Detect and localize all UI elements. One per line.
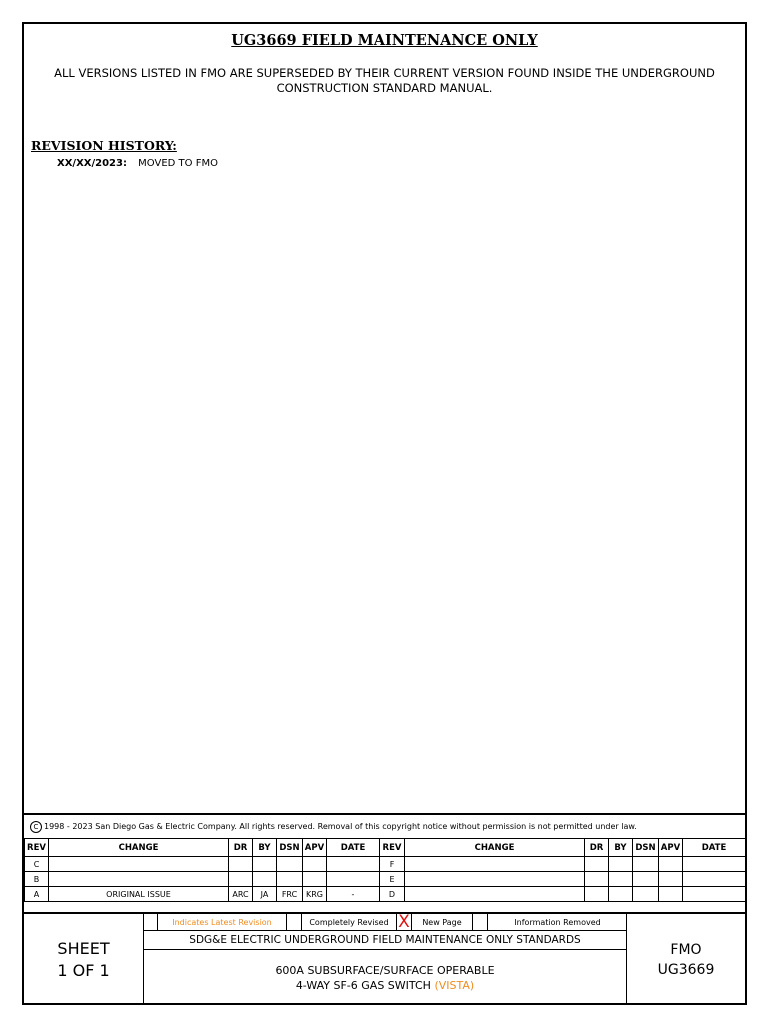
description-tag: (VISTA) <box>434 978 475 992</box>
revision-entry-text: MOVED TO FMO <box>138 158 218 169</box>
copyright-notice <box>24 813 745 838</box>
document-number: UG3669 <box>657 961 715 978</box>
description-line-2 <box>296 978 474 993</box>
table-cell <box>405 872 585 887</box>
table-cell <box>49 857 229 872</box>
table-cell <box>609 857 633 872</box>
standards-name: SDG&E ELECTRIC UNDERGROUND FIELD MAINTENANCE ONLY STANDARDS <box>143 931 627 950</box>
table-cell <box>683 887 746 902</box>
revision-history-entry <box>57 158 218 169</box>
table-cell <box>327 857 380 872</box>
table-row <box>25 857 746 872</box>
copyright-icon: C <box>30 821 42 833</box>
table-cell <box>327 872 380 887</box>
revision-entry-date: XX/XX/2023: <box>57 158 127 169</box>
col-header: REV <box>25 839 49 857</box>
table-cell: - <box>327 887 380 902</box>
table-cell: A <box>25 887 49 902</box>
description-main: 4-WAY SF-6 GAS SWITCH <box>295 978 431 992</box>
table-cell <box>303 872 327 887</box>
table-cell <box>585 872 609 887</box>
supersede-notice: ALL VERSIONS LISTED IN FMO ARE SUPERSEDED BY THEIR CURRENT VERSION FOUND INSIDE THE UNDERGROUND CONSTRUCTION STANDARD MANUAL. <box>54 66 715 95</box>
table-cell: D <box>380 887 405 902</box>
table-cell: E <box>380 872 405 887</box>
legend-latest: Indicates Latest Revision <box>158 914 287 930</box>
table-cell <box>405 887 585 902</box>
title-block <box>24 912 745 1005</box>
table-cell <box>253 872 277 887</box>
table-cell: KRG <box>303 887 327 902</box>
table-cell: C <box>25 857 49 872</box>
sheet-count: 1 OF 1 <box>57 960 110 980</box>
table-cell <box>683 857 746 872</box>
table-cell <box>659 872 683 887</box>
table-cell <box>683 872 746 887</box>
table-cell <box>633 857 659 872</box>
table-cell <box>659 857 683 872</box>
revision-table <box>24 838 746 902</box>
col-header: DATE <box>683 839 746 857</box>
table-cell <box>405 857 585 872</box>
table-cell <box>633 872 659 887</box>
col-header: BY <box>609 839 633 857</box>
sheet-label: SHEET <box>57 938 110 958</box>
drawing-frame <box>22 22 747 1005</box>
document-id-box <box>626 914 745 1005</box>
table-cell <box>229 857 253 872</box>
col-header: DSN <box>277 839 303 857</box>
table-cell: B <box>25 872 49 887</box>
page-title: UG3669 FIELD MAINTENANCE ONLY <box>231 32 538 49</box>
col-header: CHANGE <box>49 839 229 857</box>
table-cell: F <box>380 857 405 872</box>
description-line-1: 600A SUBSURFACE/SURFACE OPERABLE <box>275 963 495 977</box>
table-cell <box>609 872 633 887</box>
table-cell <box>303 857 327 872</box>
col-header: DSN <box>633 839 659 857</box>
table-cell: JA <box>253 887 277 902</box>
table-cell <box>585 857 609 872</box>
table-cell <box>585 887 609 902</box>
fmo-label: FMO <box>670 941 702 958</box>
table-cell <box>277 872 303 887</box>
table-cell: ORIGINAL ISSUE <box>49 887 229 902</box>
table-row <box>25 872 746 887</box>
drawing-description <box>143 950 627 1005</box>
col-header: APV <box>303 839 327 857</box>
table-row <box>25 887 746 902</box>
revision-table-header <box>25 839 746 857</box>
table-cell <box>49 872 229 887</box>
table-cell: ARC <box>229 887 253 902</box>
legend-swatch-latest <box>143 914 158 930</box>
col-header: APV <box>659 839 683 857</box>
revision-legend <box>143 914 627 931</box>
col-header: CHANGE <box>405 839 585 857</box>
col-header: DATE <box>327 839 380 857</box>
legend-new-page: New Page <box>412 914 473 930</box>
legend-removed: Information Removed <box>514 917 601 927</box>
legend-swatch-revised <box>287 914 302 930</box>
table-cell <box>277 857 303 872</box>
copyright-text: 1998 - 2023 San Diego Gas & Electric Company. All rights reserved. Removal of this copyright notice without permission is not permitted under law. <box>44 822 637 831</box>
col-header: DR <box>229 839 253 857</box>
col-header: DR <box>585 839 609 857</box>
col-header: REV <box>380 839 405 857</box>
legend-swatch-removed <box>473 914 488 930</box>
table-cell: FRC <box>277 887 303 902</box>
new-page-x-icon: X <box>397 914 412 930</box>
col-header: BY <box>253 839 277 857</box>
revision-history-heading: REVISION HISTORY: <box>31 138 177 153</box>
sheet-box <box>24 914 144 1005</box>
table-cell <box>659 887 683 902</box>
table-cell <box>229 872 253 887</box>
table-cell <box>633 887 659 902</box>
legend-revised: Completely Revised <box>302 914 397 930</box>
table-cell <box>253 857 277 872</box>
table-cell <box>609 887 633 902</box>
